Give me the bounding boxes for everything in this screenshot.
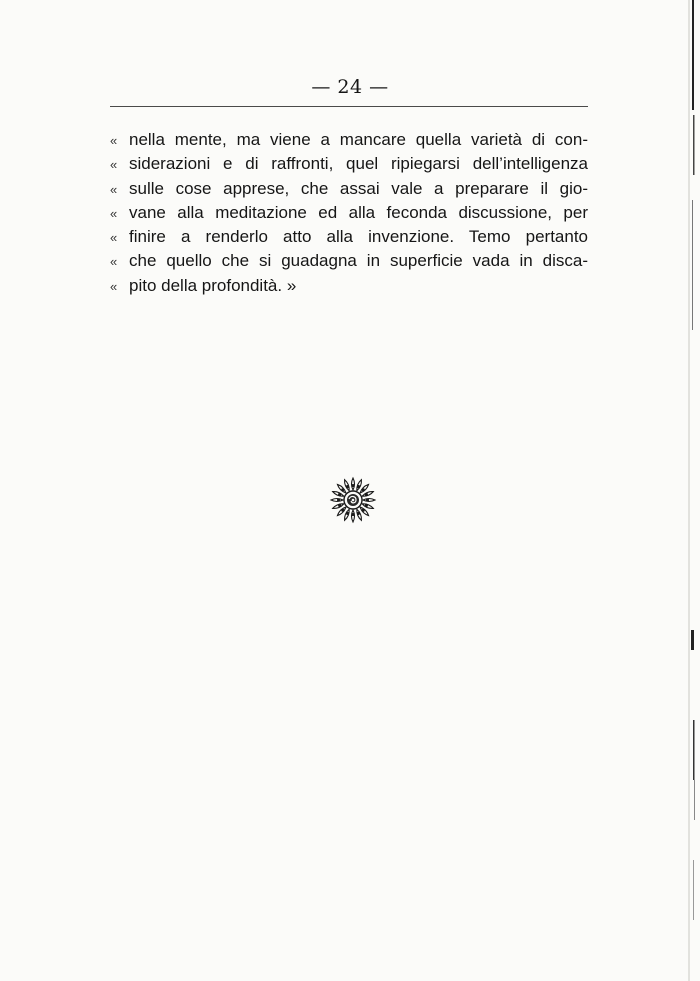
- ornament-dot: [346, 486, 348, 488]
- ornament-dot: [352, 514, 354, 516]
- text-line: [110, 152, 588, 176]
- quote-mark: «: [110, 157, 118, 173]
- ornament-dot: [358, 512, 360, 514]
- text-line: [110, 177, 588, 201]
- line-text: pito della profondità. »: [129, 275, 297, 295]
- ornament-dot: [342, 509, 344, 511]
- line-text: vane alla meditazione ed alla feconda discussione, per: [129, 202, 588, 222]
- ornament-dot: [362, 489, 364, 491]
- quote-mark: «: [110, 133, 118, 148]
- ornament-dot: [346, 512, 348, 514]
- quote-mark: «: [110, 278, 118, 294]
- ornament-dot: [365, 493, 367, 495]
- header-rule: [110, 106, 588, 107]
- text-line: [110, 128, 588, 152]
- text-line: [110, 249, 588, 273]
- text-line: [110, 274, 588, 298]
- ornament-dot: [339, 505, 341, 507]
- ornament-dot: [365, 505, 367, 507]
- binding-edge: [686, 0, 700, 981]
- ornament-dot: [342, 489, 344, 491]
- ornament-dot: [339, 493, 341, 495]
- ornament-dot: [338, 499, 340, 501]
- ornament-dot: [367, 499, 369, 501]
- text-line: [110, 225, 588, 249]
- quote-mark: «: [110, 205, 118, 221]
- text-line: [110, 201, 588, 225]
- line-text: che quello che si guadagna in superficie vada in disca-: [129, 251, 588, 271]
- line-text: siderazioni e di raffronti, quel ripiegarsi dell’intelligenza: [129, 154, 588, 174]
- ornament-dot: [362, 509, 364, 511]
- sunburst-ornament-icon: [327, 475, 379, 525]
- quote-mark: «: [110, 181, 118, 197]
- quoted-passage: [110, 128, 588, 298]
- line-text: sulle cose apprese, che assai vale a preparare il gio-: [129, 178, 588, 198]
- line-text: finire a renderlo atto alla invenzione. Temo pertanto: [129, 227, 588, 247]
- quote-mark: «: [110, 254, 118, 270]
- line-text: nella mente, ma viene a mancare quella varietà di con-: [129, 130, 588, 149]
- ornament-dot: [358, 486, 360, 488]
- ornament-dot: [352, 485, 354, 487]
- quote-mark: «: [110, 230, 118, 246]
- page-number: — 24 —: [311, 76, 389, 98]
